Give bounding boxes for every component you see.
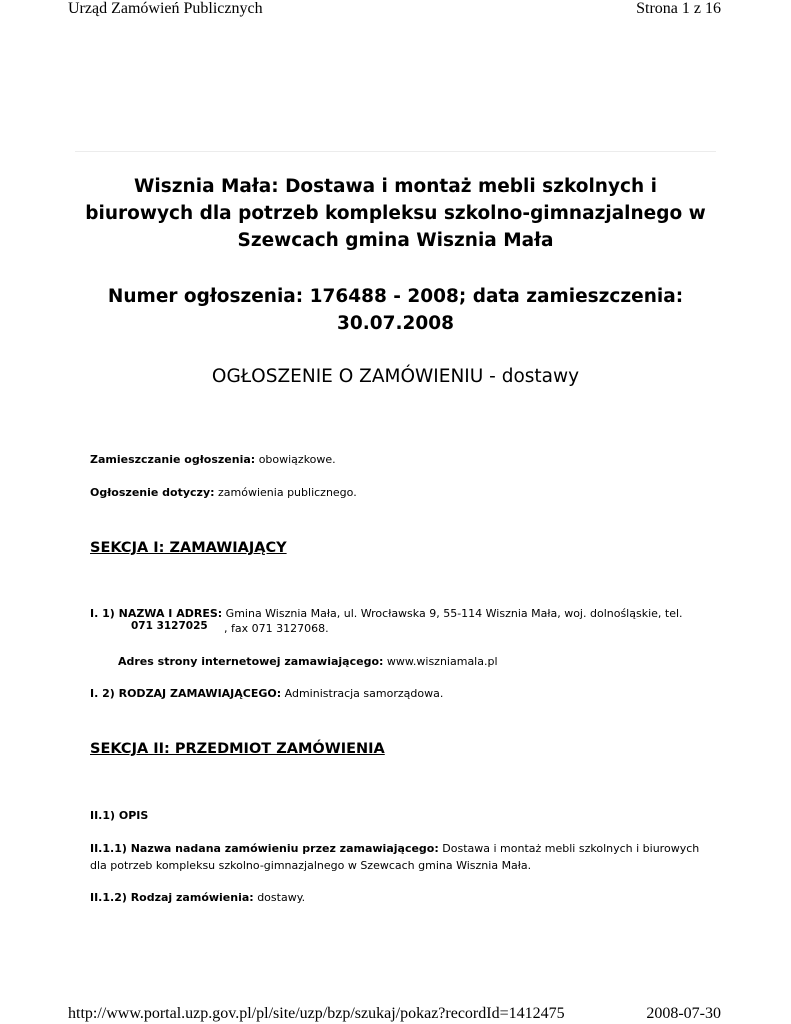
concerns-value: zamówienia publicznego.: [218, 486, 357, 499]
fax-number: , fax 071 3127068.: [224, 622, 329, 635]
website-value: www.wiszniamala.pl: [386, 655, 498, 668]
title-line-3: Szewcach gmina Wisznia Mała: [237, 230, 554, 251]
announcement-line-1: Numer ogłoszenia: 176488 - 2008; data zamieszczenia:: [107, 286, 684, 307]
title-line-2: biurowych dla potrzeb kompleksu szkolno-gimnazjalnego w: [85, 203, 706, 224]
announcement-line-2: 30.07.2008: [336, 313, 455, 334]
name-address-value: Gmina Wisznia Mała, ul. Wrocławska 9, 55-114 Wisznia Mała, woj. dolnośląskie, tel.: [225, 607, 683, 620]
order-kind-label: II.1.2) Rodzaj zamówienia:: [90, 891, 254, 904]
section-2-heading: SEKCJA II: PRZEDMIOT ZAMÓWIENIA: [90, 741, 385, 757]
document-title: [80, 173, 711, 254]
publication-value: obowiązkowe.: [258, 453, 336, 466]
description-heading-label: II.1) OPIS: [90, 809, 149, 822]
contracting-type-value: Administracja samorządowa.: [284, 687, 444, 700]
description-heading: [90, 807, 148, 824]
concerns-field: [90, 484, 357, 501]
title-line-1: Wisznia Mała: Dostawa i montaż mebli szkolnych i: [134, 176, 657, 197]
contracting-type-field: [90, 685, 443, 702]
website-field: [118, 653, 498, 670]
contracting-type-label: I. 2) RODZAJ ZAMAWIAJĄCEGO:: [90, 687, 282, 700]
order-kind-value: dostawy.: [257, 891, 306, 904]
header-source: Urząd Zamówień Publicznych: [68, 0, 263, 17]
footer-url: http://www.portal.uzp.gov.pl/pl/site/uzp/bzp/szukaj/pokaz?recordId=1412475: [68, 1005, 565, 1022]
phone-number: 071 3127025: [131, 620, 208, 632]
order-name-value: Dostawa i montaż mebli szkolnych i biurowych: [442, 842, 700, 855]
announcement-number: [80, 283, 711, 337]
order-kind-field: [90, 889, 305, 906]
order-name-field: [90, 840, 699, 874]
footer-date: 2008-07-30: [646, 1005, 721, 1022]
announcement-type: OGŁOSZENIE O ZAMÓWIENIU - dostawy: [211, 366, 580, 387]
concerns-label: Ogłoszenie dotyczy:: [90, 486, 215, 499]
publication-field: [90, 451, 336, 468]
section-1-heading: SEKCJA I: ZAMAWIAJĄCY: [90, 540, 287, 556]
order-name-label: II.1.1) Nazwa nadana zamówieniu przez zamawiającego:: [90, 842, 439, 855]
order-name-value-cont: dla potrzeb kompleksu szkolno-gimnazjalnego w Szewcach gmina Wisznia Mała.: [90, 859, 532, 872]
website-label: Adres strony internetowej zamawiającego:: [118, 655, 384, 668]
name-address-label: I. 1) NAZWA I ADRES:: [90, 607, 223, 620]
header-page-number: Strona 1 z 16: [636, 0, 721, 17]
publication-label: Zamieszczanie ogłoszenia:: [90, 453, 256, 466]
divider: [75, 151, 716, 152]
